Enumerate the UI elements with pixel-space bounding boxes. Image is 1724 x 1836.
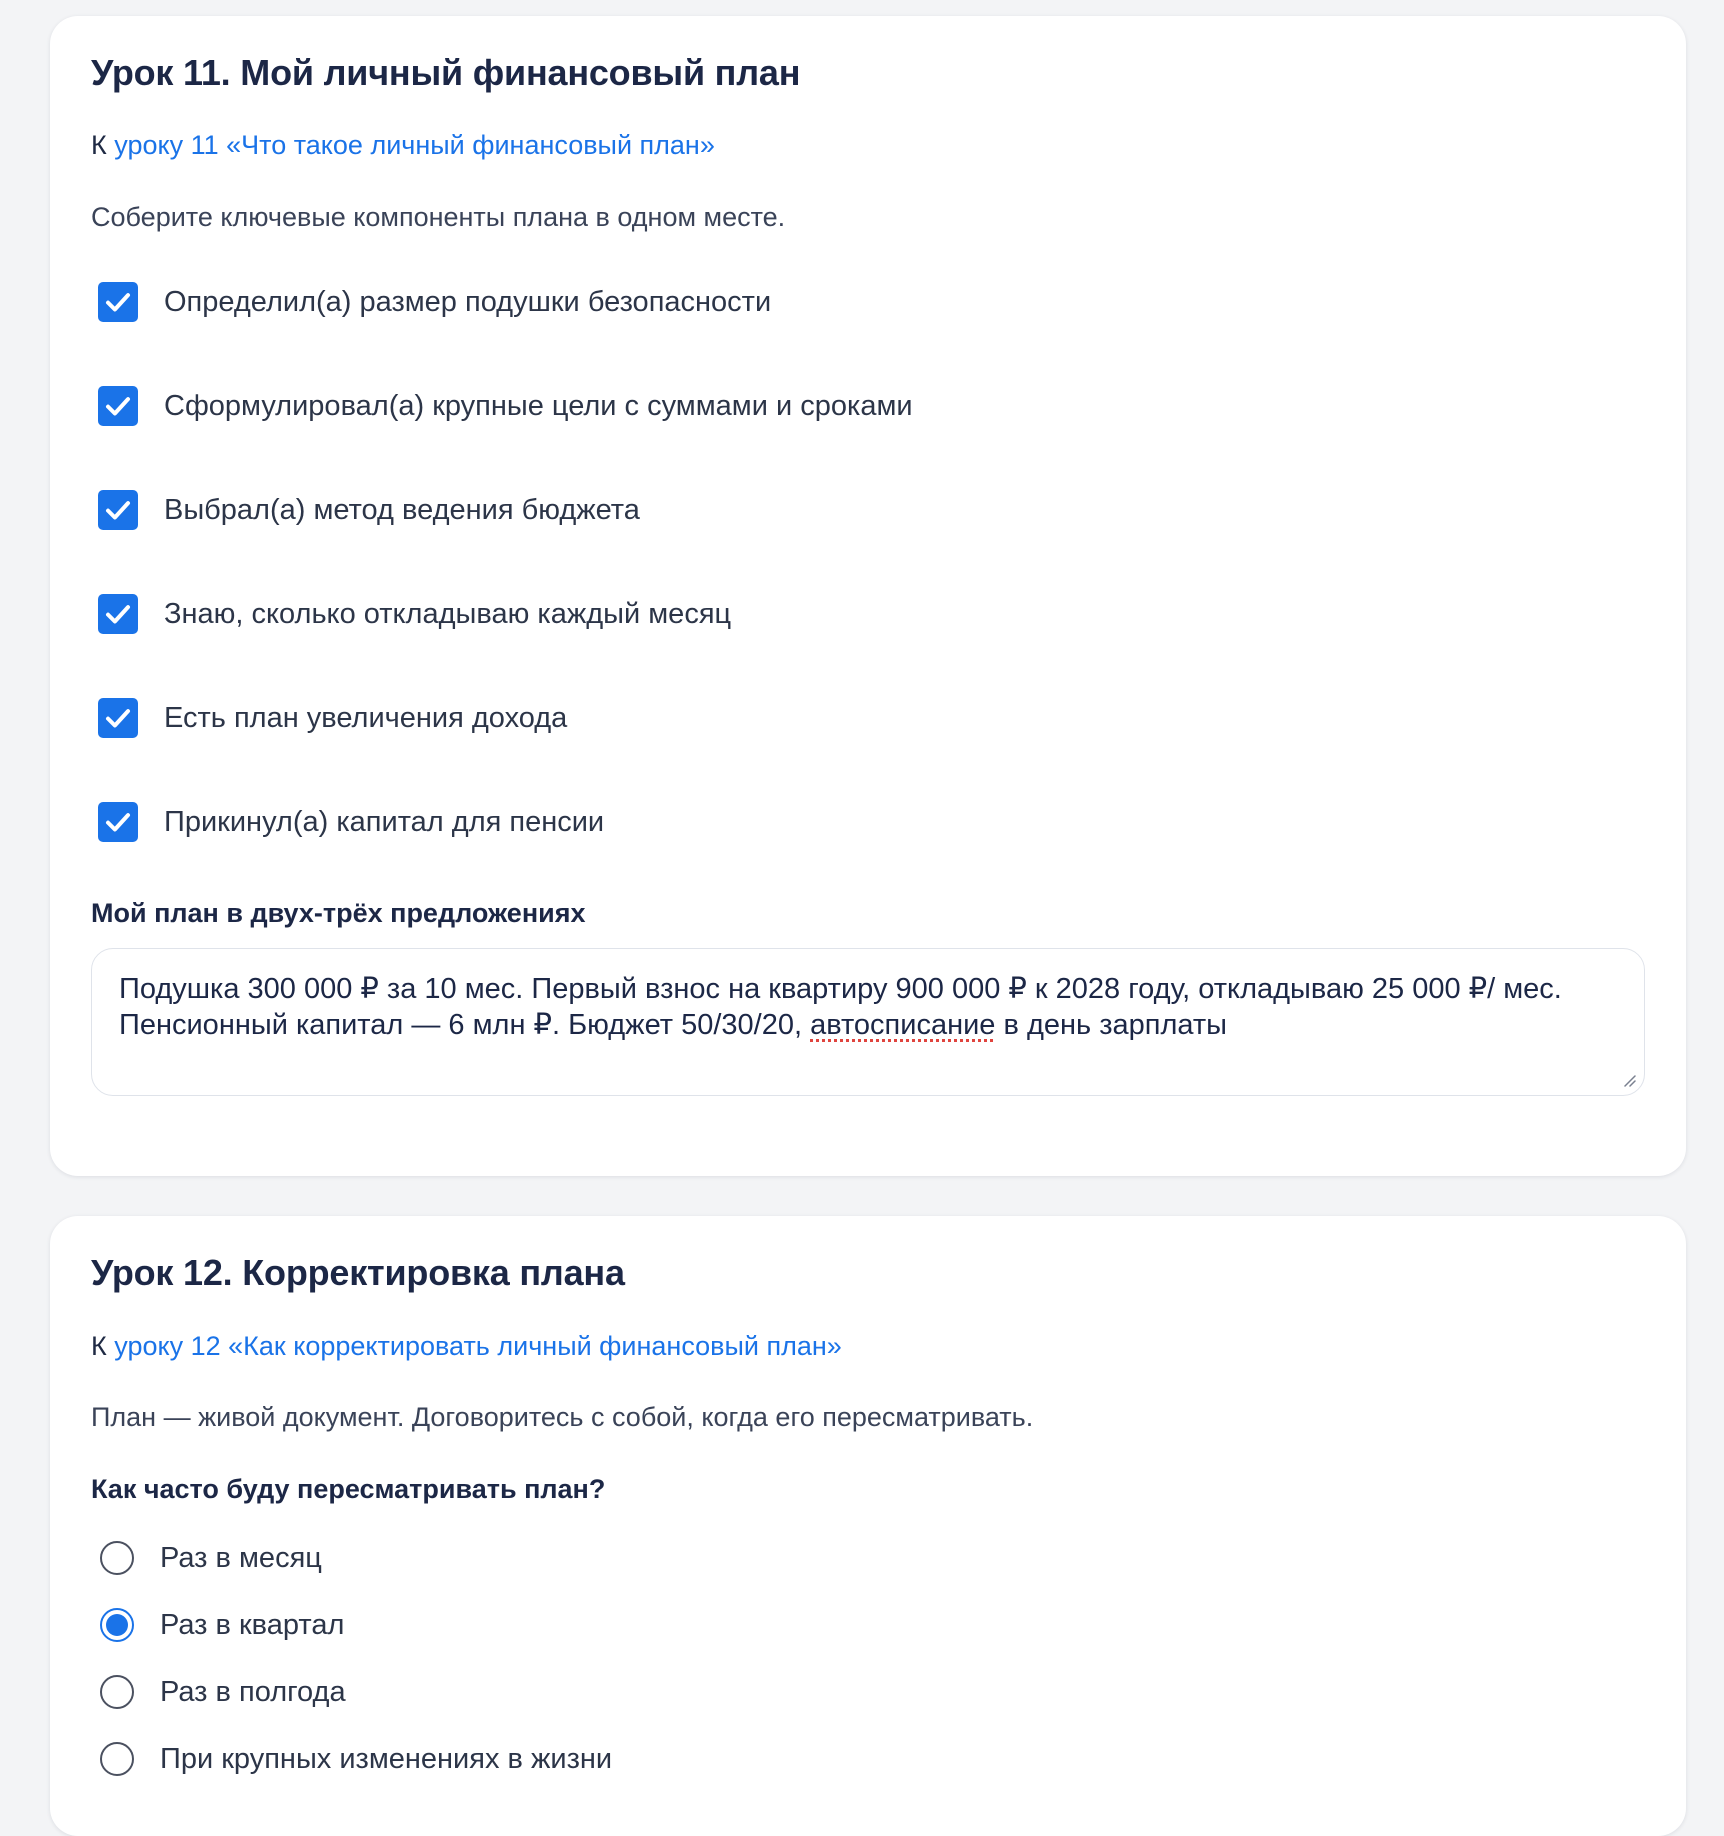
lesson-12-link[interactable]: уроку 12 «Как корректировать личный финансовый план» <box>114 1331 842 1361</box>
checklist-label: Знаю, сколько откладываю каждый месяц <box>164 597 732 630</box>
checkmark-icon <box>103 287 133 317</box>
lesson-11-description: Соберите ключевые компоненты плана в одном месте. <box>91 202 786 232</box>
checklist-label: Прикинул(а) капитал для пенсии <box>164 805 605 838</box>
lesson-12-link-line <box>91 1331 842 1362</box>
lesson-11-title: Урок 11. Мой личный финансовый план <box>91 52 801 93</box>
lesson-12-card <box>50 1216 1686 1836</box>
radio-option-quarterly[interactable] <box>100 1605 344 1645</box>
radio-label: Раз в квартал <box>160 1608 345 1641</box>
radio-label: Раз в полгода <box>160 1675 346 1708</box>
plan-summary-label: Мой план в двух-трёх предложениях <box>91 898 586 928</box>
checklist-label: Выбрал(а) метод ведения бюджета <box>164 493 640 526</box>
checkmark-icon <box>103 599 133 629</box>
checkbox-checked[interactable] <box>98 386 138 426</box>
radio-button[interactable] <box>100 1742 134 1776</box>
plan-text-end: в день зарплаты <box>995 1009 1227 1041</box>
plan-text: Подушка 300 000 ₽ за 10 мес. Первый взнос на квартиру 900 000 ₽ к 2028 году, откладываю 25 000 ₽/ мес. Пенсионный капитал — 6 млн ₽. Бюджет 50/30/20, <box>119 973 1562 1041</box>
checklist-label: Определил(а) размер подушки безопасности <box>164 285 772 318</box>
lesson-11-card <box>50 16 1686 1176</box>
plan-summary-textarea[interactable] <box>91 948 1645 1096</box>
checkbox-checked[interactable] <box>98 594 138 634</box>
review-frequency-question: Как часто буду пересматривать план? <box>91 1474 606 1504</box>
lesson-12-title: Урок 12. Корректировка плана <box>91 1252 625 1293</box>
checkmark-icon <box>103 703 133 733</box>
radio-label: При крупных изменениях в жизни <box>160 1742 613 1775</box>
checklist-item[interactable] <box>98 592 731 636</box>
lesson-11-link-line <box>91 130 715 161</box>
misspelled-word: автосписание <box>810 1009 996 1041</box>
checklist-label: Есть план увеличения дохода <box>164 701 568 734</box>
resize-handle-icon[interactable] <box>1622 1073 1636 1087</box>
lesson-12-description: План — живой документ. Договоритесь с собой, когда его пересматривать. <box>91 1402 1034 1432</box>
checkbox-checked[interactable] <box>98 282 138 322</box>
lesson-11-link[interactable]: уроку 11 «Что такое личный финансовый план» <box>114 130 715 160</box>
radio-option-half-year[interactable] <box>100 1672 346 1712</box>
checklist-label: Сформулировал(а) крупные цели с суммами и сроками <box>164 389 913 422</box>
checkmark-icon <box>103 495 133 525</box>
checkmark-icon <box>103 807 133 837</box>
checklist-item[interactable] <box>98 800 604 844</box>
checklist-item[interactable] <box>98 696 567 740</box>
link-prefix: К <box>91 1331 107 1361</box>
radio-button[interactable] <box>100 1541 134 1575</box>
radio-button[interactable] <box>100 1675 134 1709</box>
link-prefix: К <box>91 130 107 160</box>
checkbox-checked[interactable] <box>98 698 138 738</box>
radio-option-life-changes[interactable] <box>100 1739 612 1779</box>
checklist-item[interactable] <box>98 488 640 532</box>
checklist-item[interactable] <box>98 384 913 428</box>
radio-label: Раз в месяц <box>160 1541 322 1574</box>
checkbox-checked[interactable] <box>98 802 138 842</box>
checkmark-icon <box>103 391 133 421</box>
checkbox-checked[interactable] <box>98 490 138 530</box>
radio-button-selected[interactable] <box>100 1608 134 1642</box>
checklist-item[interactable] <box>98 280 771 324</box>
radio-option-monthly[interactable] <box>100 1538 322 1578</box>
